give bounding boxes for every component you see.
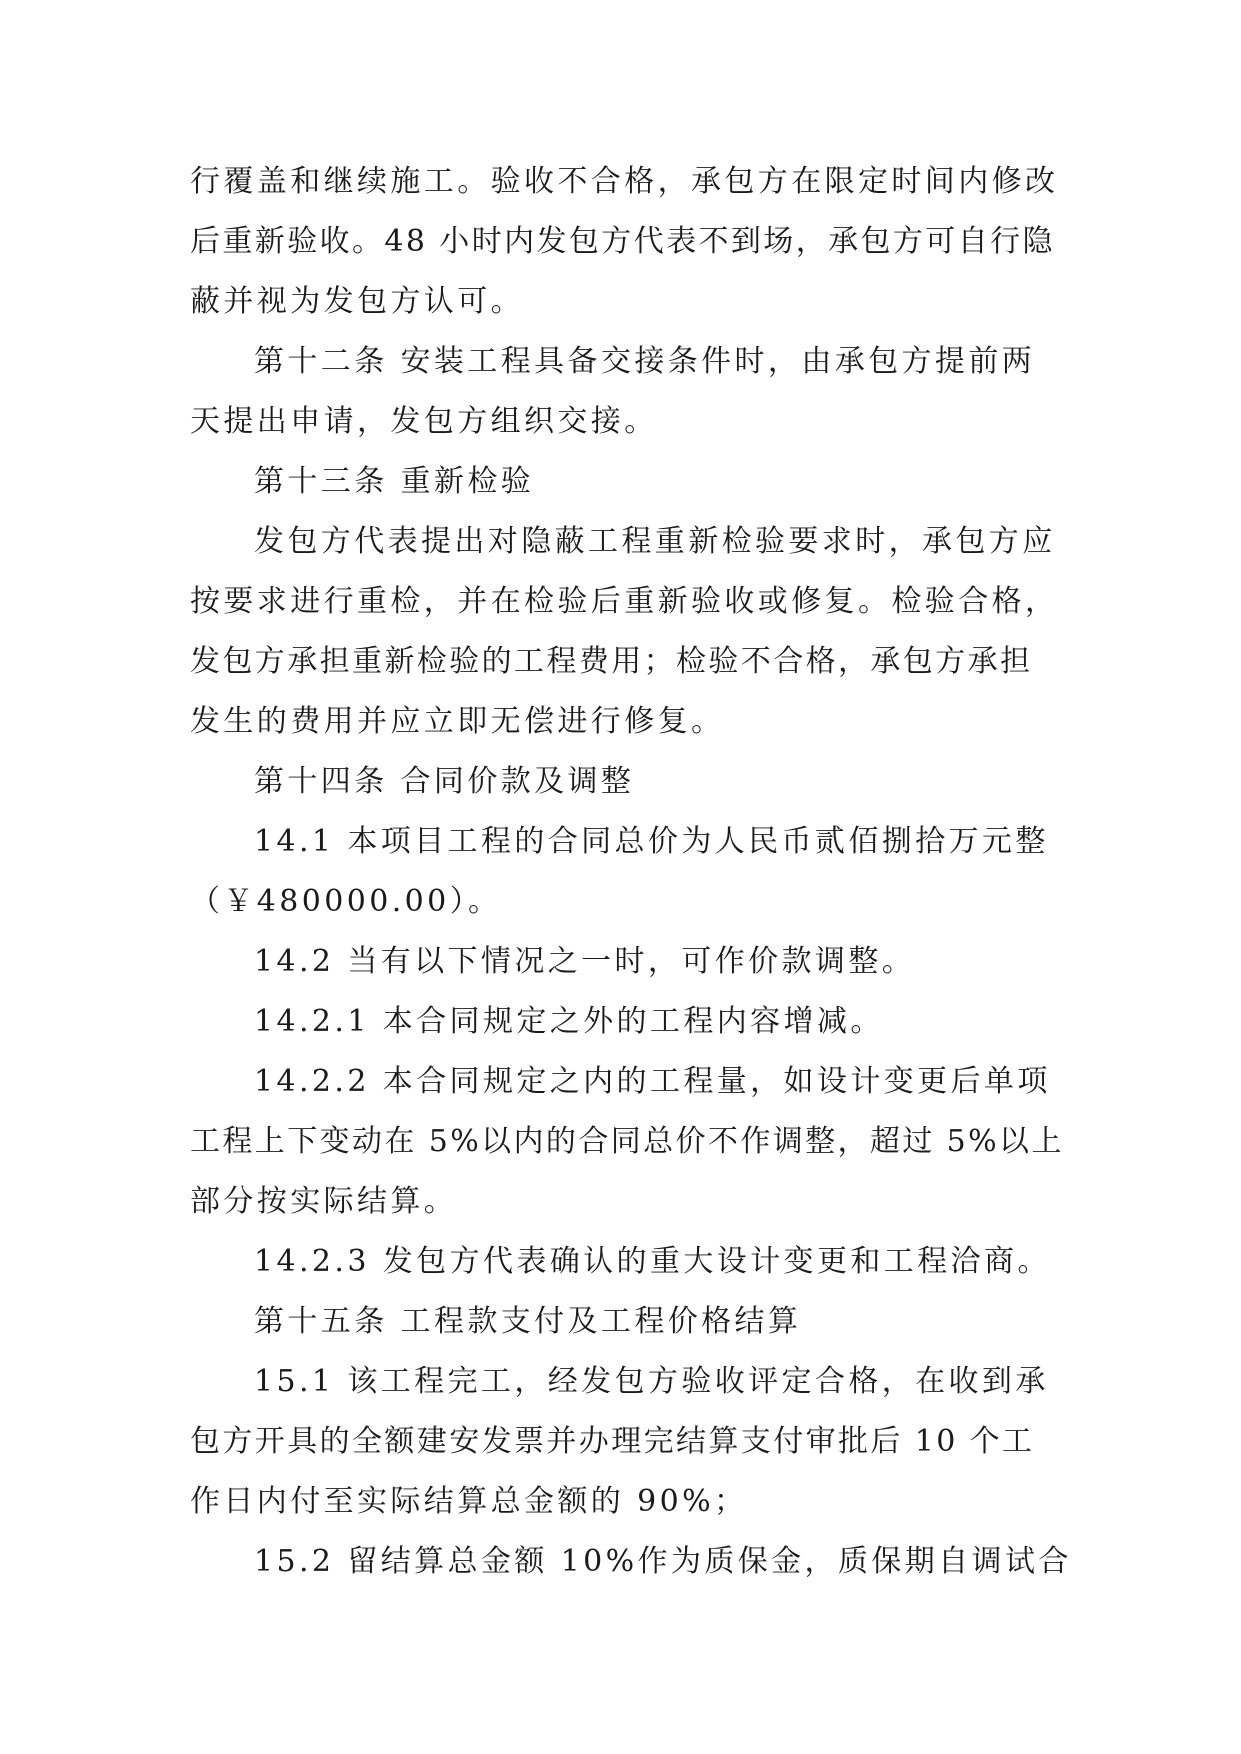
- text-line: 作日内付至实际结算总金额的 90%；: [190, 1484, 748, 1519]
- clause-line: 14.1 本项目工程的合同总价为人民币贰佰捌拾万元整: [254, 824, 1049, 859]
- text-line: 行覆盖和继续施工。验收不合格，承包方在限定时间内修改: [190, 164, 1059, 199]
- clause-line: 14.2 当有以下情况之一时，可作价款调整。: [254, 944, 916, 979]
- text-line: （￥480000.00）。: [190, 884, 502, 919]
- clause-line: 15.2 留结算总金额 10%作为质保金，质保期自调试合: [254, 1544, 1072, 1579]
- clause-line: 15.1 该工程完工，经发包方验收评定合格，在收到承: [254, 1364, 1049, 1399]
- paragraph-start: 发包方代表提出对隐蔽工程重新检验要求时，承包方应: [254, 524, 1056, 559]
- text-line: 后重新验收。48 小时内发包方代表不到场，承包方可自行隐: [190, 224, 1055, 259]
- text-line: 包方开具的全额建安发票并办理完结算支付审批后 10 个工: [190, 1424, 1035, 1459]
- text-line: 发生的费用并应立即无偿进行修复。: [190, 704, 725, 739]
- text-line: 部分按实际结算。: [190, 1184, 458, 1219]
- article-heading: 第十二条 安装工程具备交接条件时，由承包方提前两: [254, 344, 1036, 379]
- text-line: 天提出申请，发包方组织交接。: [190, 404, 658, 439]
- clause-line: 14.2.2 本合同规定之内的工程量，如设计变更后单项: [254, 1064, 1051, 1099]
- text-line: 蔽并视为发包方认可。: [190, 284, 524, 319]
- document-page: [190, 152, 1072, 1592]
- clause-line: 14.2.3 发包方代表确认的重大设计变更和工程洽商。: [254, 1244, 1051, 1279]
- text-line: 工程上下变动在 5%以内的合同总价不作调整，超过 5%以上: [190, 1124, 1064, 1159]
- article-heading: 第十五条 工程款支付及工程价格结算: [254, 1304, 802, 1339]
- article-heading: 第十四条 合同价款及调整: [254, 764, 635, 799]
- article-heading: 第十三条 重新检验: [254, 464, 535, 499]
- clause-line: 14.2.1 本合同规定之外的工程内容增减。: [254, 1004, 884, 1039]
- text-line: 按要求进行重检，并在检验后重新验收或修复。检验合格，: [190, 584, 1059, 619]
- text-line: 发包方承担重新检验的工程费用；检验不合格，承包方承担: [190, 644, 1033, 679]
